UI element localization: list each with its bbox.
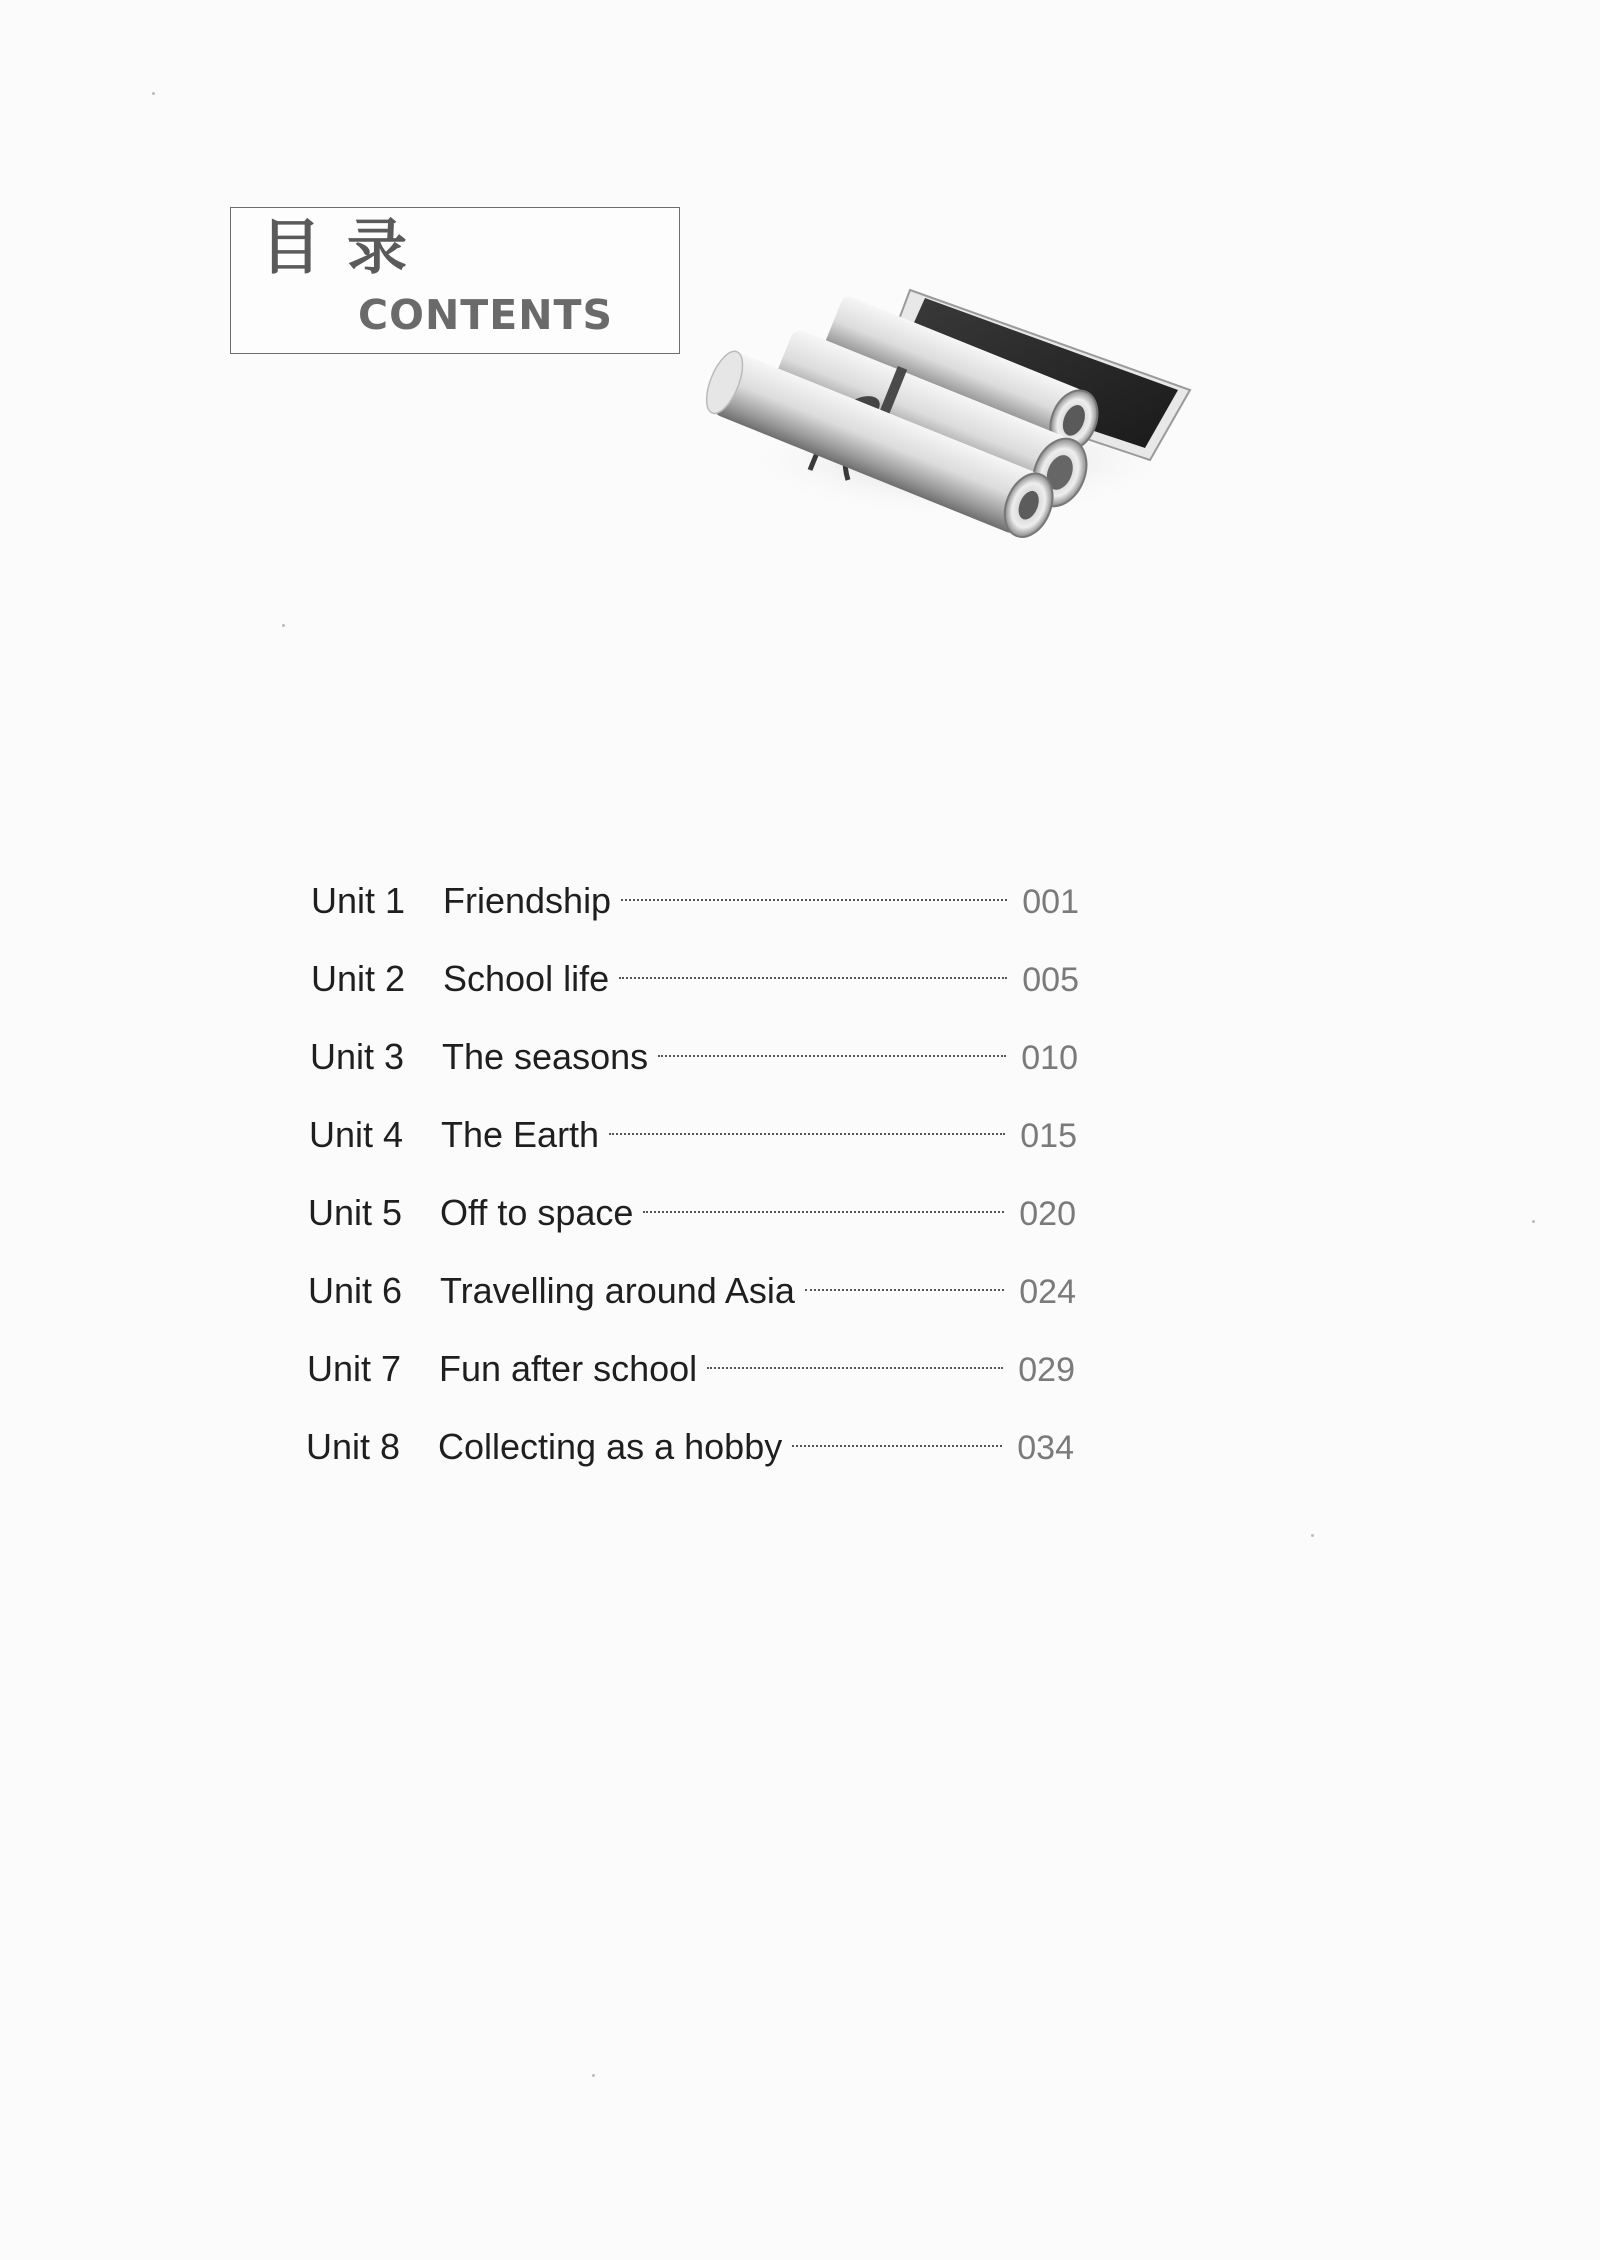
toc-unit-label: Unit 7: [307, 1348, 402, 1389]
scan-speck: [1311, 1534, 1314, 1537]
toc-page-number: 029: [1018, 1351, 1075, 1389]
toc-unit-label: Unit 5: [308, 1192, 403, 1233]
toc-page-number: 001: [1022, 883, 1079, 921]
toc-page-number: 024: [1019, 1273, 1076, 1311]
toc-title: Friendship: [443, 880, 612, 921]
toc-page-number: 020: [1019, 1195, 1076, 1233]
toc-entry[interactable]: [309, 1107, 1077, 1163]
toc-entry[interactable]: [308, 1185, 1076, 1241]
toc-title: The Earth: [441, 1114, 600, 1155]
toc-entry[interactable]: [307, 1341, 1075, 1397]
scan-speck: [592, 2074, 595, 2077]
scan-speck: [282, 624, 285, 627]
toc-unit-label: Unit 1: [311, 880, 406, 921]
scan-speck: [152, 92, 155, 95]
toc-unit-label: Unit 6: [308, 1270, 403, 1311]
toc-title: School life: [443, 958, 610, 999]
toc-entry[interactable]: [311, 951, 1079, 1007]
toc-leader-dots: [619, 977, 1007, 979]
toc-page-number: 005: [1022, 961, 1079, 999]
toc-entry[interactable]: [310, 1029, 1078, 1085]
heading-english: CONTENTS: [358, 291, 614, 339]
toc-title: Collecting as a hobby: [438, 1426, 783, 1467]
toc-entry[interactable]: [311, 873, 1079, 929]
scan-speck: [1532, 1220, 1535, 1223]
toc-entry[interactable]: [308, 1263, 1076, 1319]
toc-unit-label: Unit 4: [309, 1114, 404, 1155]
toc-leader-dots: [658, 1055, 1006, 1057]
rolled-scrolls-icon: [700, 270, 1240, 550]
toc-title: Fun after school: [439, 1348, 698, 1389]
toc-leader-dots: [707, 1367, 1003, 1369]
toc-title: The seasons: [442, 1036, 649, 1077]
toc-leader-dots: [643, 1211, 1004, 1213]
toc-page-number: 034: [1017, 1429, 1074, 1467]
toc-entry[interactable]: [306, 1419, 1074, 1475]
heading-chinese: 目录: [261, 213, 433, 283]
toc-title: Off to space: [440, 1192, 634, 1233]
toc-leader-dots: [621, 899, 1007, 901]
toc-unit-label: Unit 8: [306, 1426, 401, 1467]
toc-unit-label: Unit 3: [310, 1036, 405, 1077]
toc-leader-dots: [792, 1445, 1002, 1447]
contents-heading-box: [230, 207, 680, 354]
toc-page-number: 015: [1020, 1117, 1077, 1155]
toc-page-number: 010: [1021, 1039, 1078, 1077]
toc-leader-dots: [805, 1289, 1004, 1291]
toc-unit-label: Unit 2: [311, 958, 406, 999]
toc-title: Travelling around Asia: [440, 1270, 795, 1311]
toc-leader-dots: [609, 1133, 1005, 1135]
